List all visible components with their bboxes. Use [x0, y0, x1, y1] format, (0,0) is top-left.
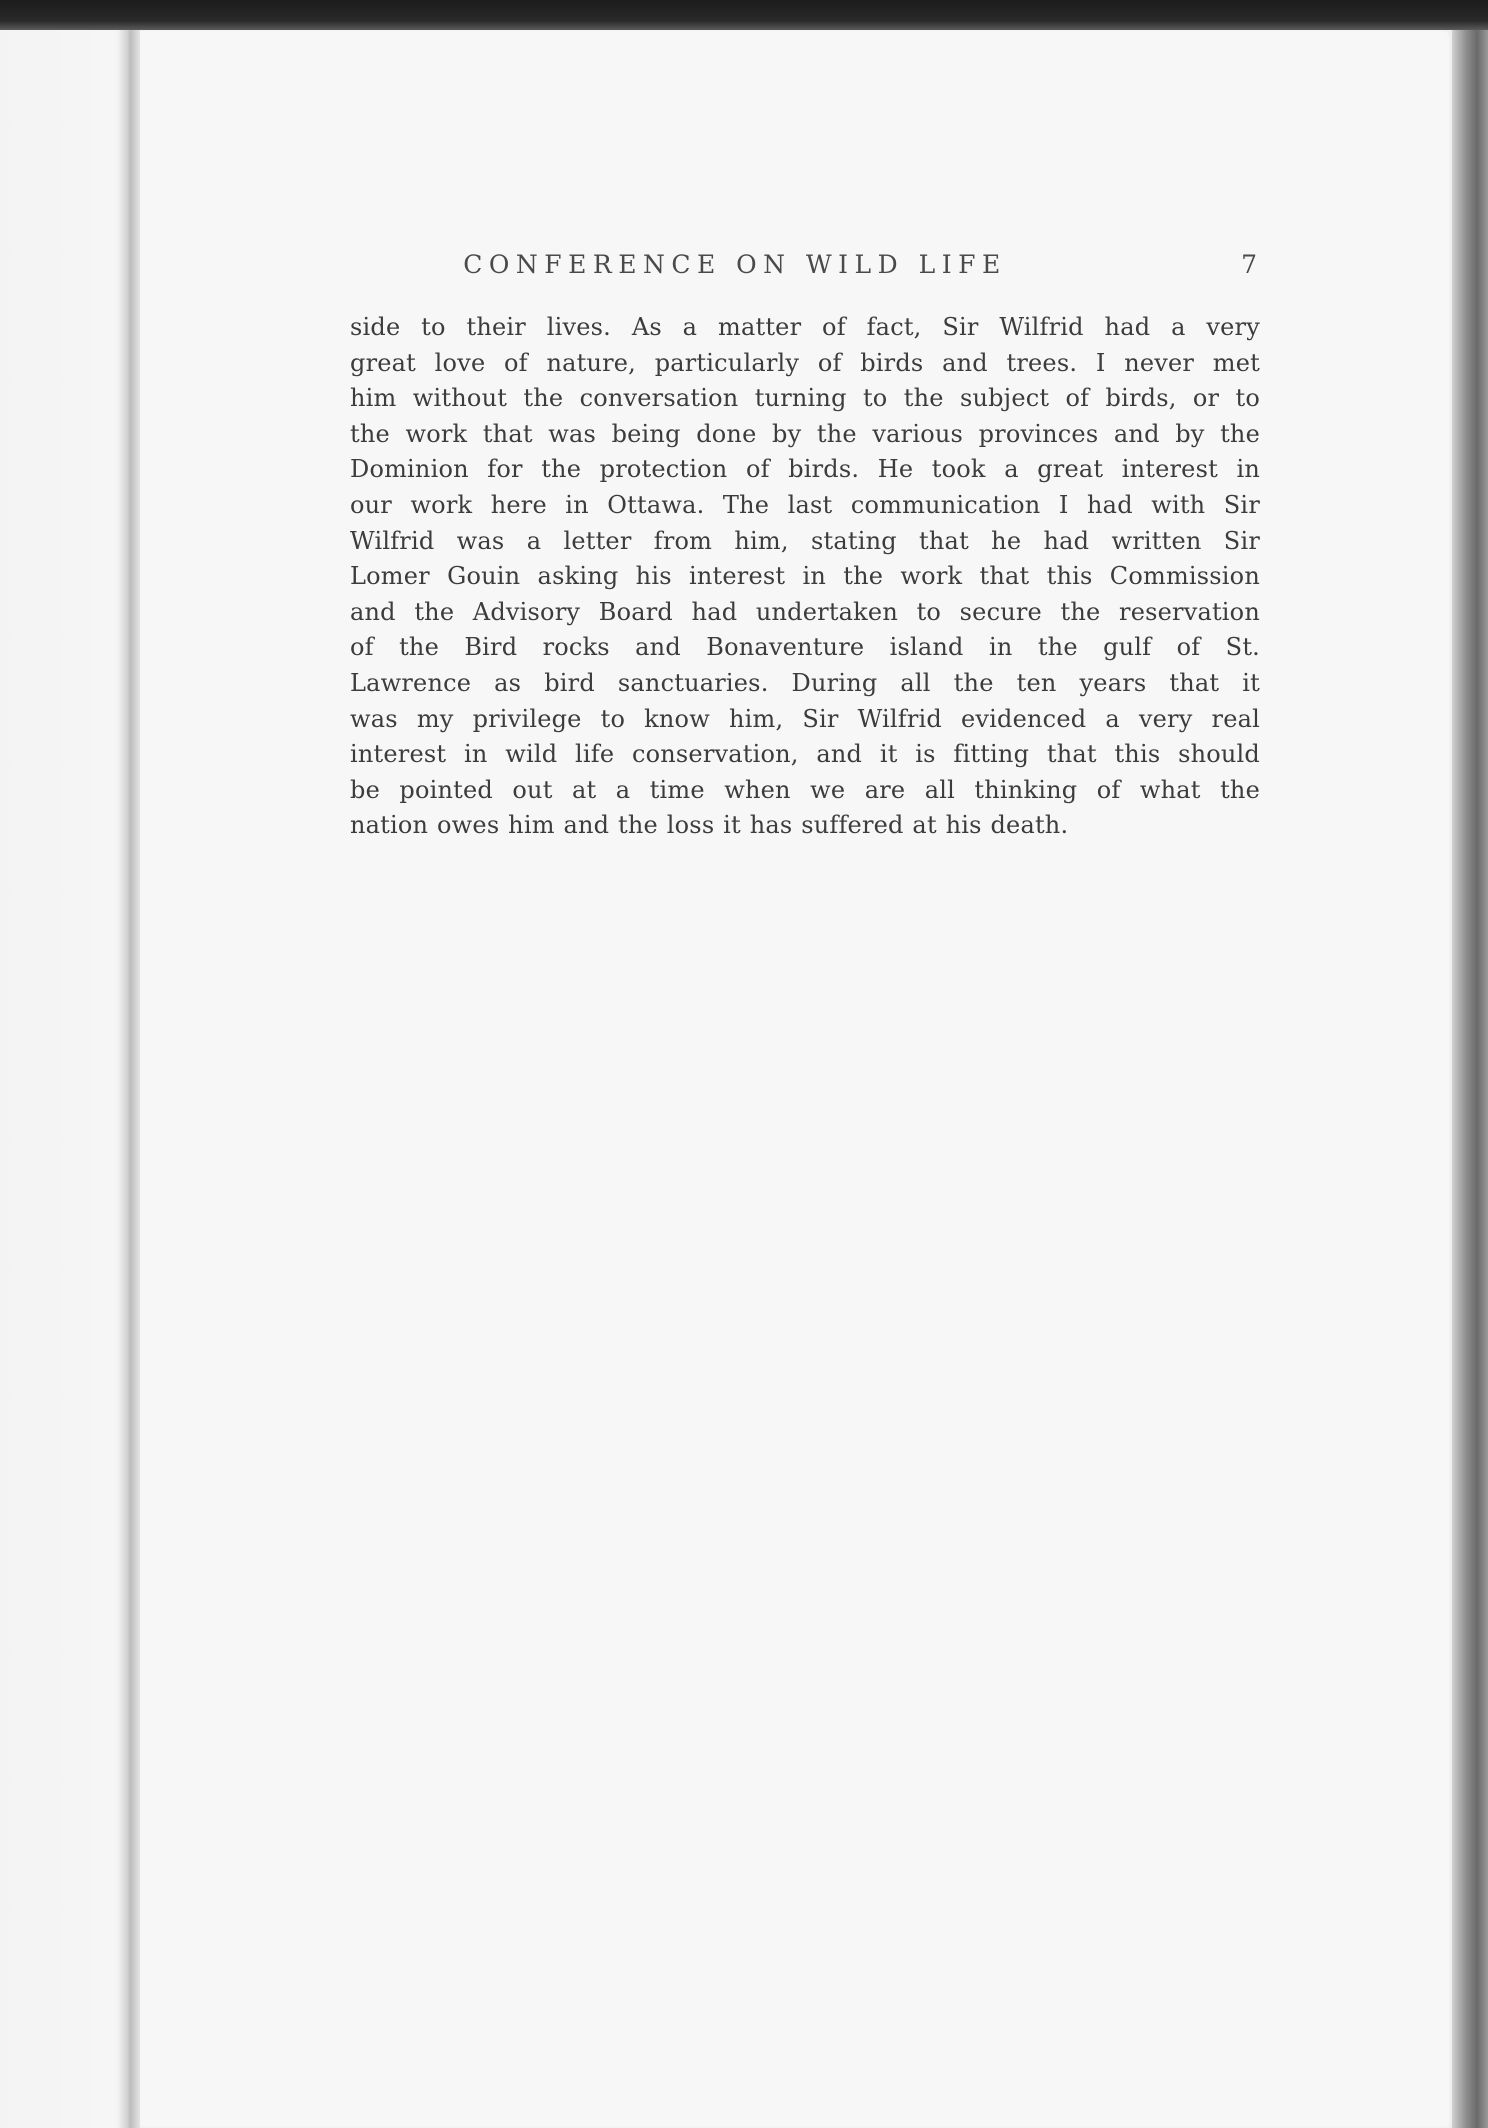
text-line: nation owes him and the loss it has suffered at his death. — [350, 811, 1069, 840]
text-line: interest in wild life conservation, and it is fitting that this should — [350, 740, 1260, 769]
body-paragraph — [350, 310, 1260, 844]
text-line: Lawrence as bird sanctuaries. During all the ten years that it — [350, 668, 1260, 697]
text-line: and the Advisory Board had undertaken to secure the reservation — [350, 597, 1260, 626]
text-line: be pointed out at a time when we are all thinking of what the — [350, 775, 1260, 804]
text-line: Lomer Gouin asking his interest in the work that this Commission — [350, 562, 1260, 591]
text-line: the work that was being done by the various provinces and by the — [350, 419, 1260, 448]
book-gutter — [118, 30, 140, 2128]
text-line: Wilfrid was a letter from him, stating that he had written Sir — [350, 526, 1260, 555]
text-line: Dominion for the protection of birds. He took a great interest in — [350, 455, 1260, 484]
page-edge-shadow — [1452, 30, 1488, 2128]
text-line: was my privilege to know him, Sir Wilfrid evidenced a very real — [350, 704, 1260, 733]
text-line: our work here in Ottawa. The last communication I had with Sir — [350, 490, 1260, 519]
text-line: great love of nature, particularly of birds and trees. I never met — [350, 348, 1260, 377]
page-number: 7 — [1241, 250, 1257, 279]
text-line: him without the conversation turning to the subject of birds, or to — [350, 384, 1260, 413]
running-title: CONFERENCE ON WILD LIFE — [463, 250, 1007, 279]
text-line: side to their lives. As a matter of fact, Sir Wilfrid had a very — [350, 313, 1260, 341]
scan-top-border — [0, 0, 1488, 30]
text-line: of the Bird rocks and Bonaventure island in the gulf of St. — [350, 633, 1260, 662]
running-head — [205, 250, 1265, 290]
